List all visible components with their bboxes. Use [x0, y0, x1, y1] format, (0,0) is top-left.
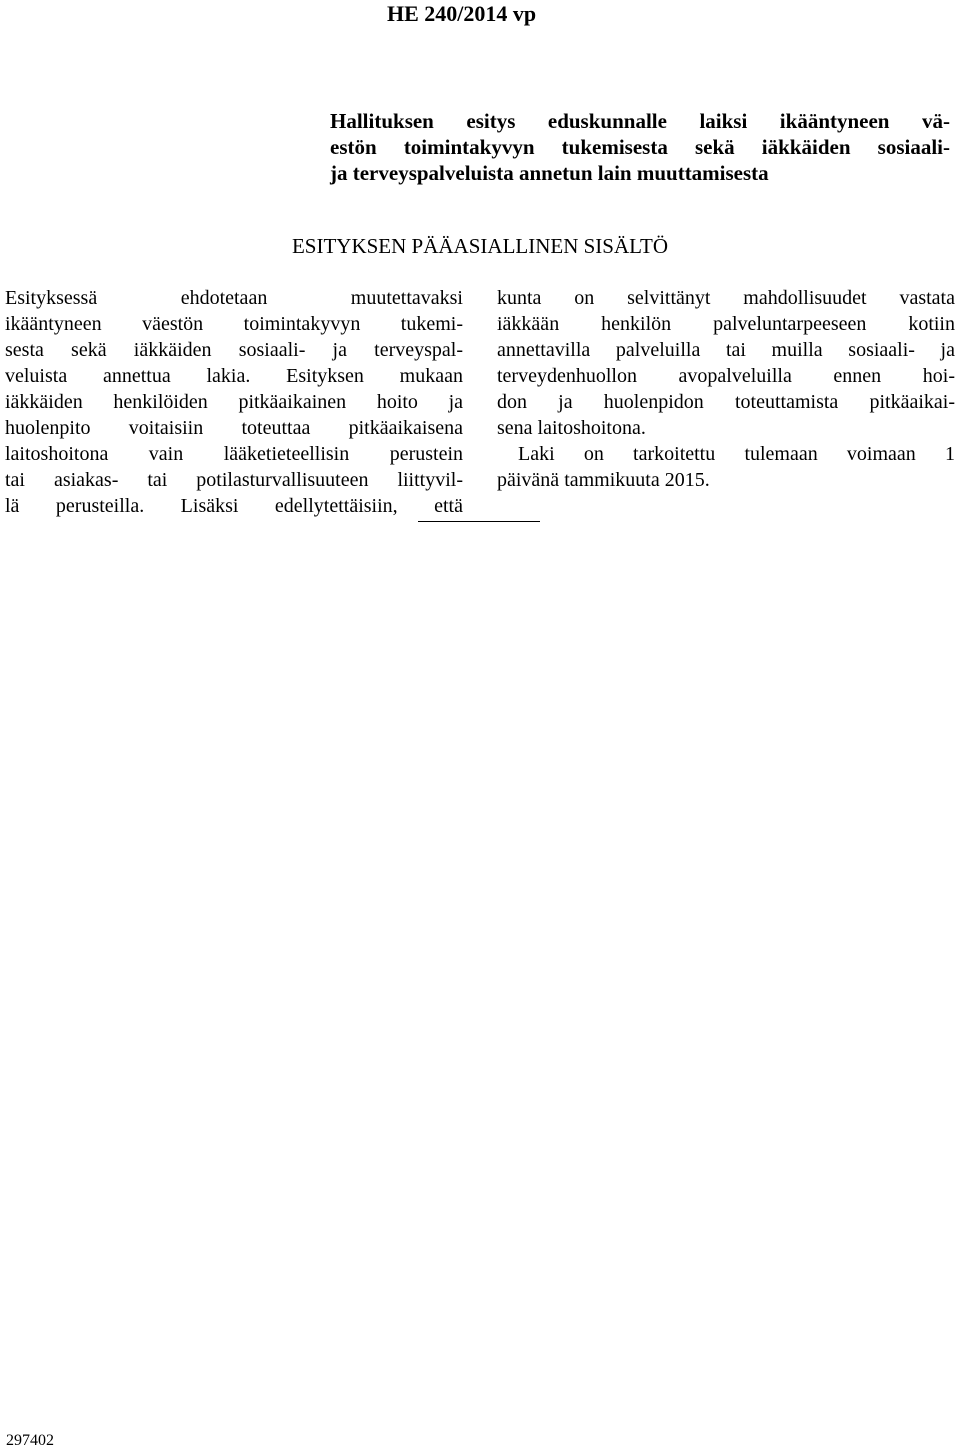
paragraph-line: huolenpito voitaisiin toteuttaa pitkäaikaisena: [5, 417, 463, 439]
left-column: [5, 285, 463, 519]
title-line: Hallituksen esitys eduskunnalle laiksi ikääntyneen vä-: [330, 109, 950, 133]
title-line: ja terveyspalveluista annetun lain muuttamisesta: [330, 161, 769, 185]
document-id: HE 240/2014 vp: [387, 1, 537, 26]
paragraph-line: annettavilla palveluilla tai muilla sosiaali- ja: [497, 339, 955, 361]
paragraph-line: sena laitoshoitona.: [497, 417, 646, 439]
paragraph-line: Esityksessä ehdotetaan muutettavaksi: [5, 287, 463, 309]
section-heading: ESITYKSEN PÄÄASIALLINEN SISÄLTÖ: [291, 234, 669, 258]
title-line: estön toimintakyvyn tukemisesta sekä iäkkäiden sosiaali-: [330, 135, 950, 159]
paragraph-line: lä perusteilla. Lisäksi edellytettäisiin, että: [5, 495, 463, 517]
paragraph-line: ikääntyneen väestön toimintakyvyn tukemi-: [5, 313, 463, 335]
end-rule: [418, 521, 540, 522]
paragraph-line: don ja huolenpidon toteuttamista pitkäaikai-: [497, 391, 955, 413]
paragraph-line: kunta on selvittänyt mahdollisuudet vastata: [497, 287, 955, 309]
document-title: [330, 108, 950, 186]
right-column: [497, 285, 955, 493]
paragraph-line: sesta sekä iäkkäiden sosiaali- ja terveyspal-: [5, 339, 463, 361]
page-code: 297402: [6, 1432, 54, 1449]
paragraph-line: terveydenhuollon avopalveluilla ennen hoi-: [497, 365, 955, 387]
paragraph-line: iäkkään henkilön palveluntarpeeseen kotiin: [497, 313, 955, 335]
paragraph-line: iäkkäiden henkilöiden pitkäaikainen hoito ja: [5, 391, 463, 413]
paragraph-line: laitoshoitona vain lääketieteellisin perustein: [5, 443, 463, 465]
paragraph-line: Laki on tarkoitettu tulemaan voimaan 1: [518, 443, 955, 465]
paragraph-line: päivänä tammikuuta 2015.: [497, 469, 710, 491]
paragraph-line: veluista annettua lakia. Esityksen mukaan: [5, 365, 463, 387]
paragraph-line: tai asiakas- tai potilasturvallisuuteen liittyvil-: [5, 469, 463, 491]
